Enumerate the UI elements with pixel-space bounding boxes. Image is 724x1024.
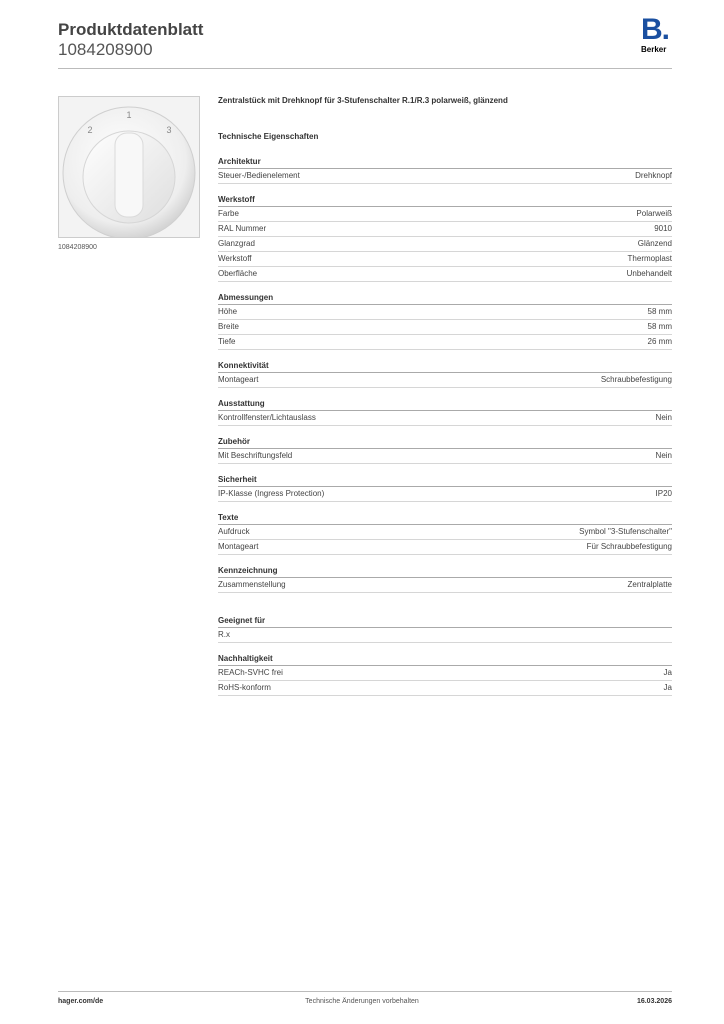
product-image <box>58 96 200 238</box>
spec-row <box>218 252 672 267</box>
spec-key: Montageart <box>218 375 259 384</box>
spec-key: RoHS-konform <box>218 683 271 692</box>
spec-section <box>218 156 672 184</box>
section-title: Abmessungen <box>218 292 672 305</box>
spec-row <box>218 320 672 335</box>
section-title: Konnektivität <box>218 360 672 373</box>
spec-row <box>218 578 672 593</box>
spec-key: REACh-SVHC frei <box>218 668 283 677</box>
logo-letter: B. <box>641 13 669 46</box>
product-dial-illustration <box>59 97 199 237</box>
spec-value: Nein <box>655 413 672 422</box>
spec-value: Thermoplast <box>627 254 672 263</box>
spec-value: Drehknopf <box>635 171 672 180</box>
spec-row <box>218 373 672 388</box>
berker-logo <box>641 13 675 54</box>
spec-section <box>218 194 672 282</box>
spec-key: Montageart <box>218 542 259 551</box>
spec-section <box>218 398 672 426</box>
spec-section <box>218 512 672 555</box>
spec-section <box>218 653 672 696</box>
spec-value: Polarweiß <box>636 209 672 218</box>
spec-key: Mit Beschriftungsfeld <box>218 451 293 460</box>
spec-row <box>218 169 672 184</box>
spec-key: Breite <box>218 322 239 331</box>
spec-value: 26 mm <box>647 337 672 346</box>
spec-row <box>218 222 672 237</box>
dial-label-1: 1 <box>126 110 132 120</box>
spec-row <box>218 237 672 252</box>
spec-section <box>218 360 672 388</box>
spec-section <box>218 292 672 350</box>
spec-key: R.x <box>218 630 230 639</box>
spec-section <box>218 565 672 593</box>
spec-key: Kontrollfenster/Lichtauslass <box>218 413 316 422</box>
product-description: Zentralstück mit Drehknopf für 3-Stufenschalter R.1/R.3 polarweiß, glänzend <box>218 96 508 105</box>
spec-value: IP20 <box>655 489 672 498</box>
spec-row <box>218 207 672 222</box>
footer-notice: Technische Änderungen vorbehalten <box>305 998 419 1005</box>
spec-key: Glanzgrad <box>218 239 255 248</box>
spec-key: Zusammenstellung <box>218 580 286 589</box>
footer-website: hager.com/de <box>58 998 104 1005</box>
spec-value: Zentralplatte <box>627 580 672 589</box>
spec-key: Farbe <box>218 209 239 218</box>
spec-key: IP-Klasse (Ingress Protection) <box>218 489 325 498</box>
spec-sections <box>218 156 672 696</box>
spec-value: Ja <box>663 668 672 677</box>
spec-row <box>218 411 672 426</box>
tech-heading: Technische Eigenschaften <box>218 132 319 141</box>
spec-key: Werkstoff <box>218 254 252 263</box>
spec-key: Oberfläche <box>218 269 258 278</box>
spec-section <box>218 474 672 502</box>
dial-label-2: 2 <box>87 125 93 135</box>
spec-value: 9010 <box>654 224 672 233</box>
spec-row <box>218 628 672 643</box>
spec-row <box>218 681 672 696</box>
section-title: Ausstattung <box>218 398 672 411</box>
product-number: 1084208900 <box>58 40 153 59</box>
spec-content <box>218 96 672 706</box>
footer-date: 16.03.2026 <box>636 998 672 1005</box>
spec-key: Aufdruck <box>218 527 250 536</box>
spec-value: Glänzend <box>637 239 672 248</box>
spec-row <box>218 449 672 464</box>
logo-word: Berker <box>641 45 667 54</box>
spec-value: Schraubbefestigung <box>600 375 672 384</box>
image-caption: 1084208900 <box>58 244 97 251</box>
spec-row <box>218 267 672 282</box>
section-title: Zubehör <box>218 436 672 449</box>
spec-section <box>218 436 672 464</box>
spec-row <box>218 540 672 555</box>
page-title: Produktdatenblatt <box>58 20 204 39</box>
spec-key: RAL Nummer <box>218 224 267 233</box>
header <box>58 20 203 60</box>
spec-key: Steuer-/Bedienelement <box>218 171 300 180</box>
spec-value: 58 mm <box>647 307 672 316</box>
dial-label-3: 3 <box>166 125 172 135</box>
spec-value: Ja <box>663 683 672 692</box>
section-title: Nachhaltigkeit <box>218 653 672 666</box>
spec-row <box>218 666 672 681</box>
spec-row <box>218 525 672 540</box>
spec-key: Höhe <box>218 307 238 316</box>
spec-value: Unbehandelt <box>626 269 672 278</box>
section-title: Architektur <box>218 156 672 169</box>
spec-value: Für Schraubbefestigung <box>586 542 672 551</box>
section-title: Werkstoff <box>218 194 672 207</box>
footer-divider <box>58 991 672 992</box>
section-title: Kennzeichnung <box>218 565 672 578</box>
spec-key: Tiefe <box>218 337 236 346</box>
section-title: Texte <box>218 512 672 525</box>
header-divider <box>58 68 672 69</box>
section-title: Sicherheit <box>218 474 672 487</box>
spec-section <box>218 615 672 643</box>
spec-value: 58 mm <box>647 322 672 331</box>
spec-row <box>218 305 672 320</box>
spec-row <box>218 487 672 502</box>
spec-row <box>218 335 672 350</box>
spec-value: Nein <box>655 451 672 460</box>
spec-value: Symbol "3-Stufenschalter" <box>579 527 672 536</box>
section-title: Geeignet für <box>218 615 672 628</box>
